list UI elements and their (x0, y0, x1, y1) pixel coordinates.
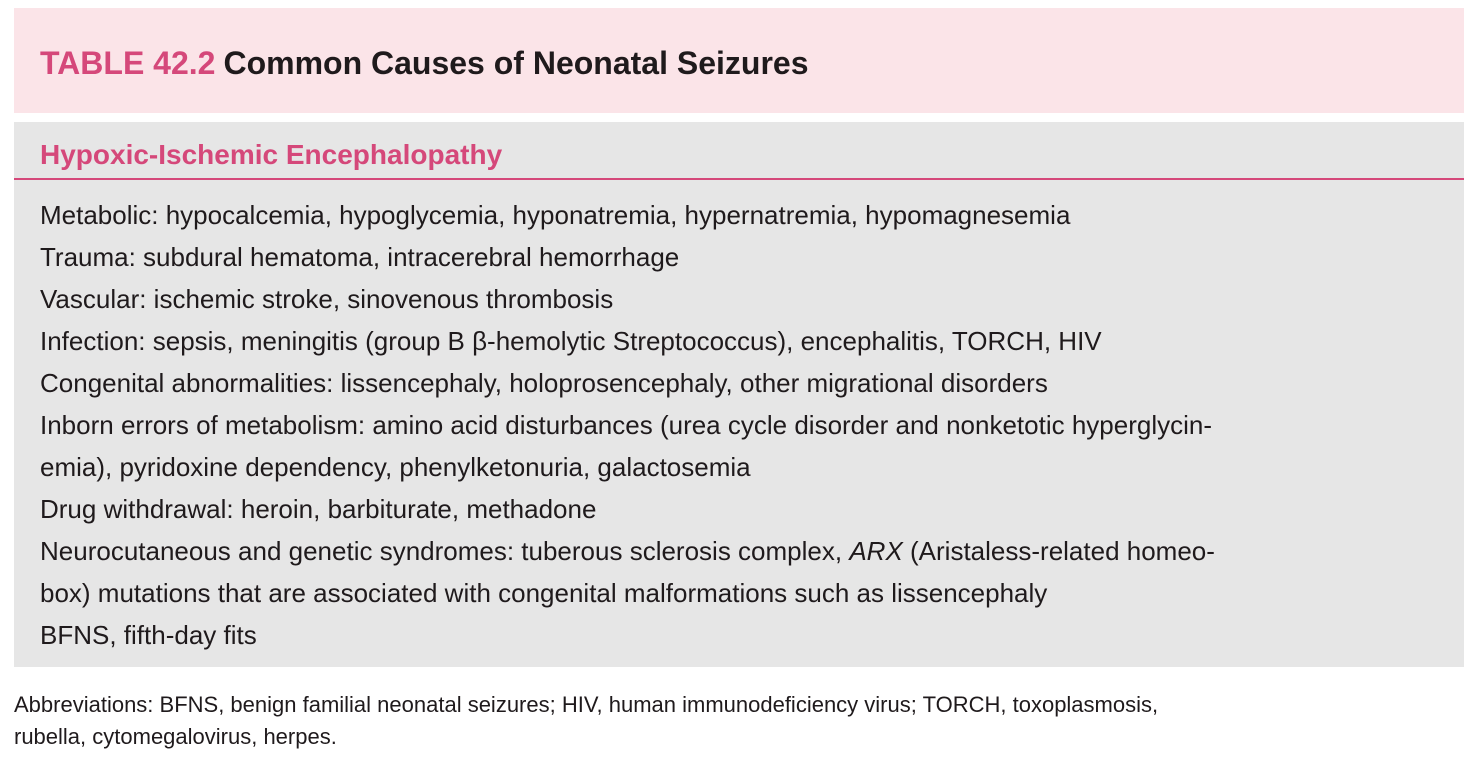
cause-list (40, 194, 1215, 656)
cause-bfns: BFNS, fifth-day fits (40, 620, 257, 650)
cause-neurocutaneous (40, 530, 1215, 572)
cause-metabolic: Metabolic: hypocalcemia, hypoglycemia, hyponatremia, hypernatremia, hypomagnesemia (40, 200, 1071, 230)
cause-neurocutaneous-after: (Aristaless-related homeo- (902, 536, 1215, 566)
table-title-text: Common Causes of Neonatal Seizures (223, 45, 809, 81)
cause-neurocutaneous-continued: box) mutations that are associated with congenital malformations such as lissencephaly (40, 578, 1048, 608)
cause-vascular: Vascular: ischemic stroke, sinovenous thrombosis (40, 284, 614, 314)
cause-neurocutaneous-before: Neurocutaneous and genetic syndromes: tuberous sclerosis complex, (40, 536, 850, 566)
cause-drug-withdrawal: Drug withdrawal: heroin, barbiturate, methadone (40, 494, 597, 524)
table-number: TABLE 42.2 (40, 45, 216, 81)
cause-trauma: Trauma: subdural hematoma, intracerebral hemorrhage (40, 242, 680, 272)
table-title-banner (14, 8, 1464, 113)
footnote-line-2: rubella, cytomegalovirus, herpes. (14, 724, 337, 749)
cause-neurocutaneous-gene: ARX (849, 536, 903, 566)
table-title (40, 44, 808, 82)
cause-congenital: Congenital abnormalities: lissencephaly, holoprosencephaly, other migrational disorders (40, 368, 1048, 398)
cause-inborn-errors: Inborn errors of metabolism: amino acid disturbances (urea cycle disorder and nonketotic hyperglycin- (40, 410, 1213, 440)
section-heading: Hypoxic-Ischemic Encephalopathy (40, 139, 503, 170)
footnote-line-1: Abbreviations: BFNS, benign familial neonatal seizures; HIV, human immunodeficiency virus; TORCH, toxoplasmosis, (14, 692, 1159, 717)
abbreviations-footnote (14, 689, 1454, 753)
cause-inborn-errors-continued: emia), pyridoxine dependency, phenylketonuria, galactosemia (40, 452, 751, 482)
table-body (14, 122, 1464, 667)
cause-infection: Infection: sepsis, meningitis (group B β-hemolytic Streptococcus), encephalitis, TORCH, HIV (40, 326, 1102, 356)
section-divider (14, 178, 1464, 180)
